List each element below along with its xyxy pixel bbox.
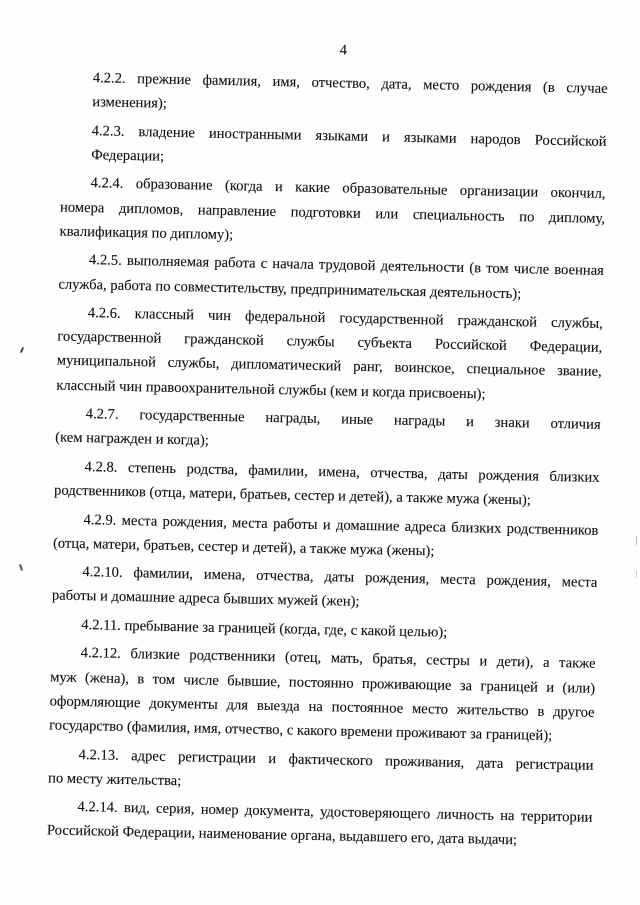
clause-4-2-5 [58,248,604,308]
text-line: муж (жена), в том числе бывшие, постоянно проживающие за границей и (или) [50,669,596,697]
text-line: 4.2.13. адрес регистрации и фактического проживания, дата регистрации [78,746,594,774]
clause-4-2-13 [48,742,594,802]
text-line: работы и домашние адреса бывших мужей (жен); [51,587,360,611]
clause-4-2-2 [62,66,608,126]
text-line: 4.2.7. государственные награды, иные награды и знаки отличия [85,406,601,433]
text-line: 4.2.2. прежние фамилия, имя, отчество, дата, место рождения (в случае [92,70,608,97]
clause-4-2-4 [59,171,605,255]
text-line: государство (фамилия, имя, отчество, с какого времени проживают за границей); [49,717,553,744]
clause-4-2-14 [47,795,593,855]
clause-4-2-10 [52,560,598,620]
clause-4-2-9 [53,507,599,567]
text-line: 4.2.8. степень родства, фамилии, имена, отчества, даты рождения близких [84,458,600,486]
page-number: 4 [339,42,348,59]
clause-4-2-12 [49,641,596,749]
text-line: 4.2.4. образование (когда и какие образовательные организации окончил, [90,175,606,203]
text-line: 4.2.6. классный чин федеральной государственной гражданской службы, [87,305,603,332]
text-line: оформляющие документы для выезда на постоянное место жительство в другое [49,693,595,721]
text-line: 4.2.3. владение иностранными языками и языками народов Российской [91,122,607,150]
text-line: 4.2.14. вид, серия, номер документа, удостоверяющего личность на территории [77,799,593,827]
text-line: (отца, матери, братьев, сестер и детей), а также мужа (жены); [52,535,435,560]
text-line: родственников (отца, матери, братьев, сестер и детей), а также мужа (жены); [53,482,532,509]
text-line: 4.2.9. места рождения, места работы и домашние адреса близких родственников [83,511,599,539]
clause-4-2-8 [54,454,600,514]
text-line: квалификация по диплому); [59,223,234,243]
text-line: (кем награжден и когда); [55,429,209,449]
clause-4-2-6 [56,300,603,408]
text-line: 4.2.12. близкие родственники (отец, мать, братья, сестры и дети), а также [80,645,596,673]
clause-4-2-3 [61,118,607,178]
text-line: изменения); [92,94,168,112]
text-line: 4.2.5. выполняемая работа с начала трудовой деятельности (в том числе военная [88,252,605,280]
text-line: 4.2.10. фамилии, имена, отчества, даты рождения, места рождения, места [82,564,598,592]
text-line: служба, работа по совместительству, предпринимательская деятельность); [58,276,522,302]
text-line: 4.2.11. пребывание за границей (когда, где, с какой целью); [81,616,448,641]
text-line: классный чин правоохранительной службы (кем и когда присвоены); [56,377,486,403]
text-line: муниципальной службы, дипломатический ранг, воинское, специальное звание, [56,352,602,381]
text-line: Федерации; [91,147,165,165]
text-line: по месту жительства; [47,770,182,789]
text-line: номера дипломов, направление подготовки или специальность по диплому, [59,199,606,227]
text-line: государственной гражданской службы субъекта Российской Федерации, [57,328,603,357]
text-line: Российской Федерации, наименование органа, выдавшего его, дата выдачи; [46,822,518,849]
clause-4-2-7 [55,402,601,462]
document-body [47,66,608,859]
